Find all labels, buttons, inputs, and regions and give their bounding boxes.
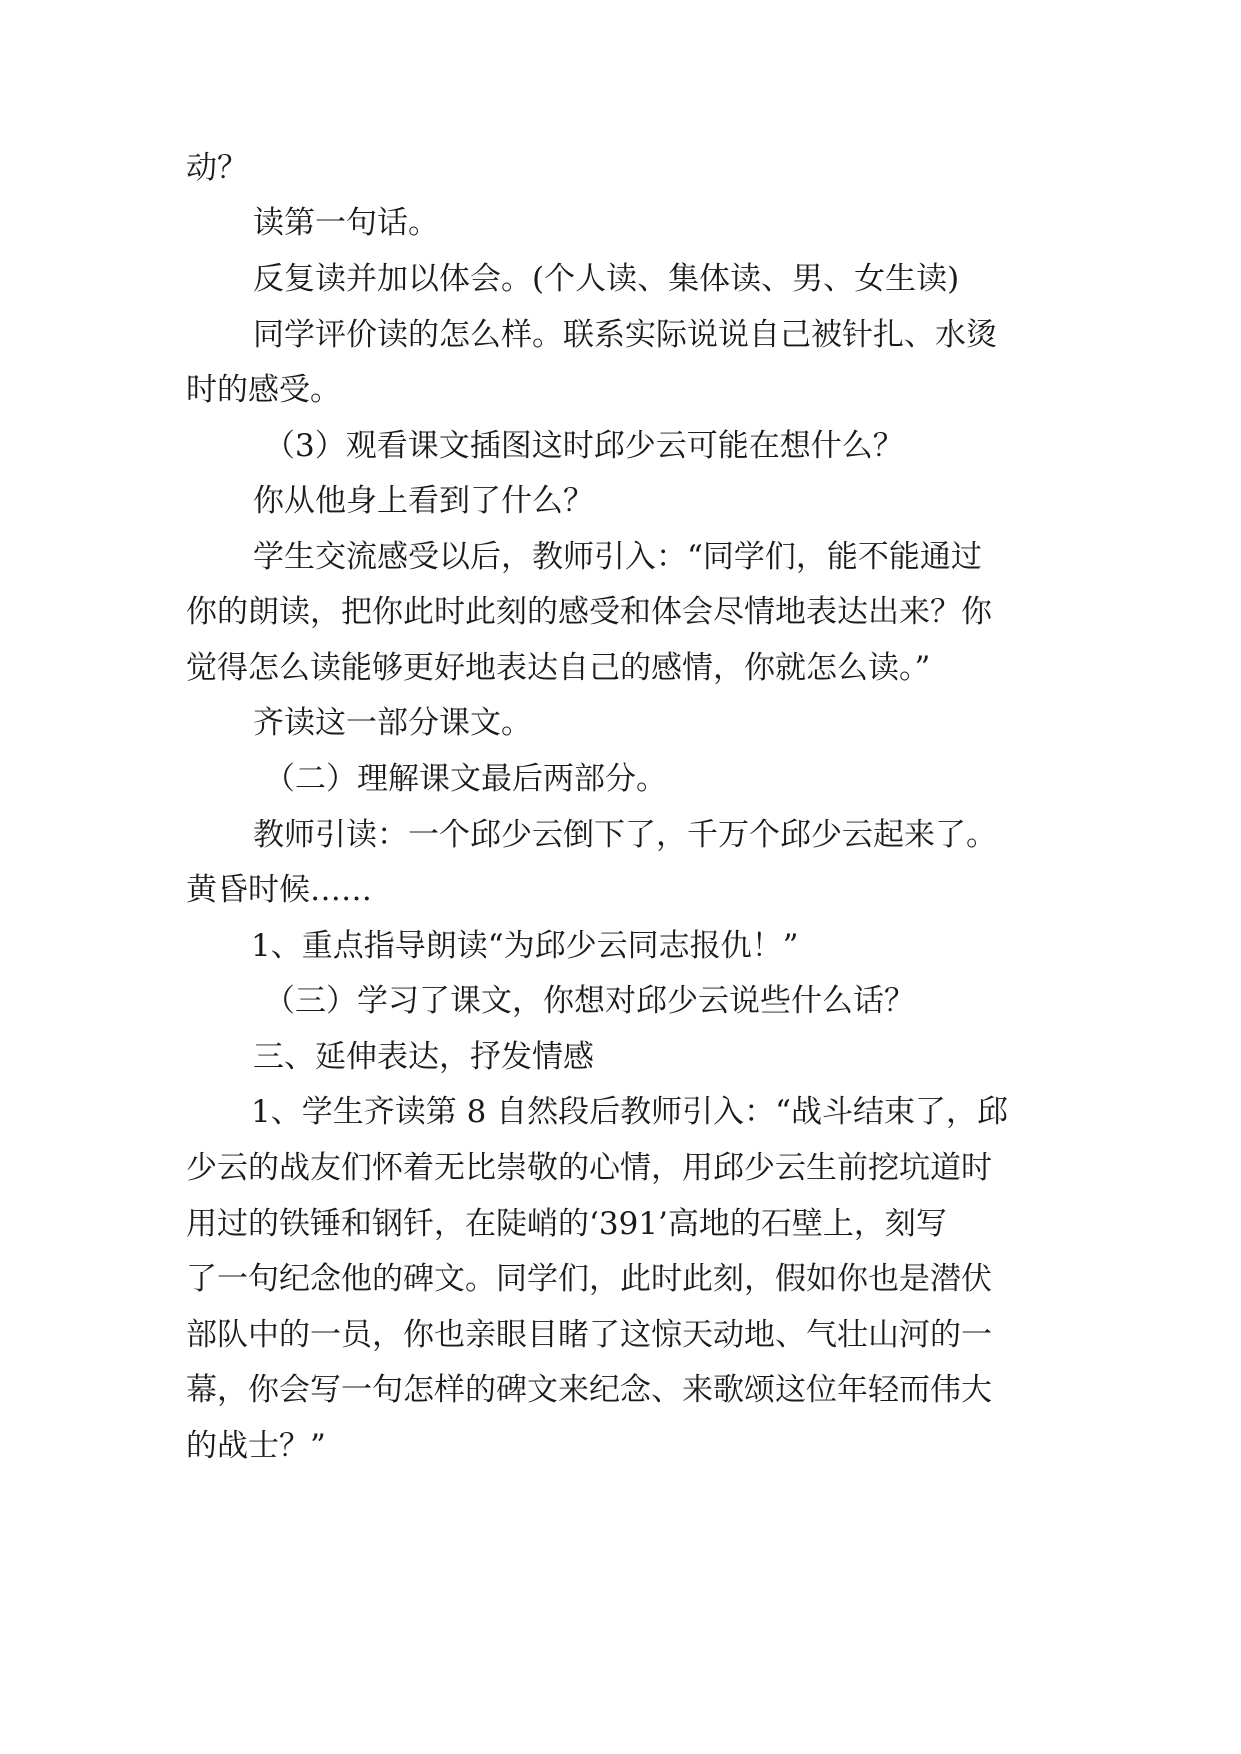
text-line: （3）观看课文插图这时邱少云可能在想什么？ [264,428,904,464]
text-line: 的战士？” [186,1428,326,1464]
text-line: 1、重点指导朗读“为邱少云同志报仇！” [251,928,799,964]
text-line: 你从他身上看到了什么？ [253,483,594,519]
text-line: 时的感受。 [186,372,341,408]
text-line: 学生交流感受以后，教师引入：“同学们，能不能通过 [253,539,982,575]
text-line: 1、学生齐读第 8 自然段后教师引入：“战斗结束了，邱 [251,1094,1009,1130]
section-heading: （二）理解课文最后两部分。 [264,761,667,797]
section-heading: 三、延伸表达，抒发情感 [253,1039,594,1075]
text-line: 部队中的一员，你也亲眼目睹了这惊天动地、气壮山河的一 [186,1317,992,1353]
text-line: 反复读并加以体会。(个人读、集体读、男、女生读) [253,261,960,297]
text-line: 你的朗读，把你此时此刻的感受和体会尽情地表达出来？你 [186,594,992,630]
section-heading: （三）学习了课文，你想对邱少云说些什么话？ [264,983,915,1019]
text-line: 教师引读：一个邱少云倒下了，千万个邱少云起来了。 [253,817,997,853]
text-line: 用过的铁锤和钢钎，在陡峭的‘391’高地的石壁上，刻写 [186,1206,947,1242]
text-line: 觉得怎么读能够更好地表达自己的感情，你就怎么读。” [186,650,931,686]
text-line: 动？ [186,150,248,186]
text-line: 了一句纪念他的碑文。同学们，此时此刻，假如你也是潜伏 [186,1261,992,1297]
text-line: 齐读这一部分课文。 [253,705,532,741]
text-line: 读第一句话。 [253,205,439,241]
text-line: 幕，你会写一句怎样的碑文来纪念、来歌颂这位年轻而伟大 [186,1372,992,1408]
text-line: 黄昏时候…… [186,872,372,908]
text-line: 少云的战友们怀着无比崇敬的心情，用邱少云生前挖坑道时 [186,1150,992,1186]
text-line: 同学评价读的怎么样。联系实际说说自己被针扎、水烫 [253,317,997,353]
